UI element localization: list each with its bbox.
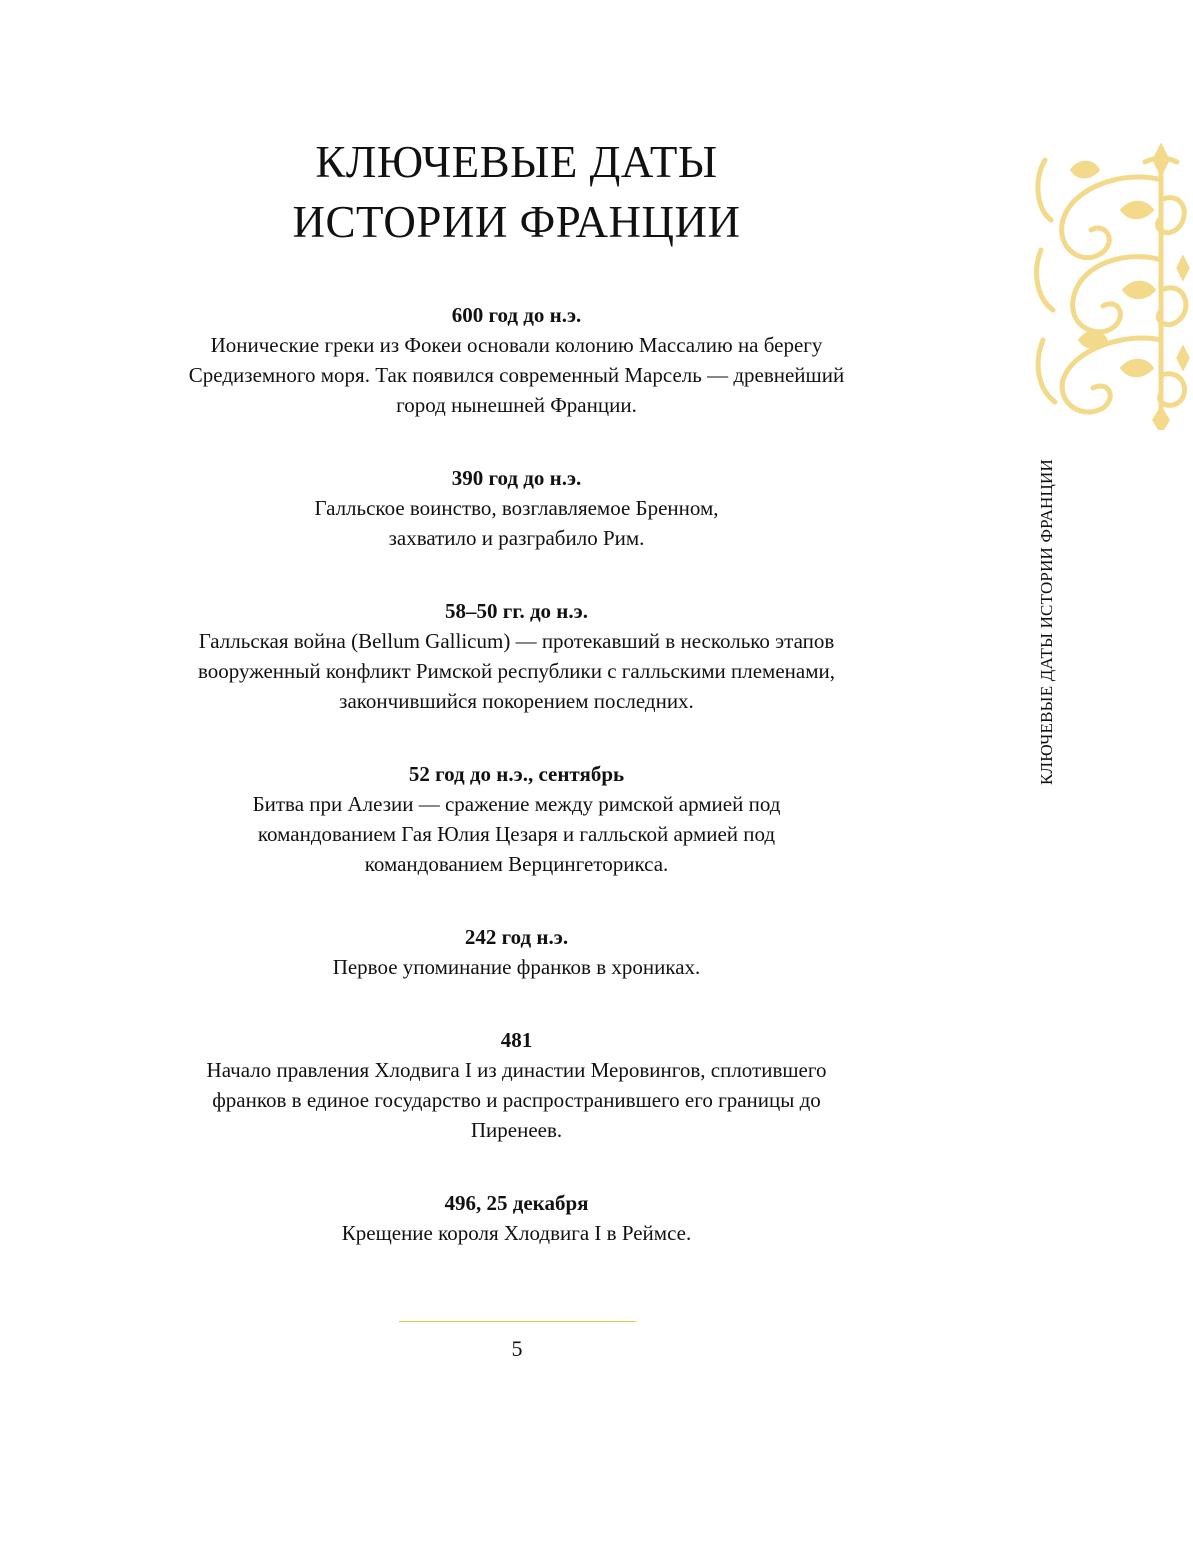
side-running-header-text: КЛЮЧЕВЫЕ ДАТЫ ИСТОРИИ ФРАНЦИИ <box>1037 459 1056 785</box>
timeline-entry <box>60 1025 973 1145</box>
entry-date: 242 год н.э. <box>464 925 569 949</box>
timeline-entry <box>60 300 973 420</box>
entry-text: Битва при Алезии — сражение между римской армией под командованием Гая Юлия Цезаря и галльской армией под командованием Верцингеторикса. <box>252 792 781 876</box>
entry-date: 481 <box>500 1028 533 1052</box>
page-title <box>40 132 993 252</box>
entry-date: 600 год до н.э. <box>451 303 582 327</box>
footer-divider <box>399 1321 636 1322</box>
entry-date: 390 год до н.э. <box>451 466 582 490</box>
entry-text: Крещение короля Хлодвига I в Реймсе. <box>341 1221 692 1245</box>
page-title-line-1: КЛЮЧЕВЫЕ ДАТЫ <box>315 137 718 187</box>
timeline-entry <box>60 1188 973 1248</box>
timeline-entry <box>60 596 973 716</box>
entry-text: Начало правления Хлодвига I из династии Меровингов, сплотившего франков в единое государство и распространившего его границы до Пиренеев. <box>206 1058 827 1142</box>
timeline-entry <box>60 922 973 982</box>
page-number: 5 <box>511 1336 523 1361</box>
entry-text: Галльская война (Bellum Gallicum) — протекавший в несколько этапов вооруженный конфликт Римской республики с галльскими племенами, закончившийся покорением последних. <box>198 629 835 713</box>
side-running-header <box>1034 436 1060 808</box>
timeline-entry <box>60 463 973 553</box>
entry-date: 496, 25 декабря <box>444 1191 589 1215</box>
page-title-line-2: ИСТОРИИ ФРАНЦИИ <box>292 197 741 247</box>
timeline-entry <box>60 759 973 879</box>
entry-date: 58–50 гг. до н.э. <box>444 599 588 623</box>
floral-ornament-icon <box>1033 140 1193 430</box>
timeline-list <box>60 300 973 1291</box>
entry-text: Первое упоминание франков в хрониках. <box>332 955 701 979</box>
entry-text: Галльское воинство, возглавляемое Бренном, захватило и разграбило Рим. <box>314 496 719 550</box>
entry-date: 52 год до н.э., сентябрь <box>408 762 625 786</box>
entry-text: Ионические греки из Фокеи основали колонию Массалию на берегу Средиземного моря. Так появился современный Марсель — древнейший город нынешней Франции. <box>188 333 845 417</box>
